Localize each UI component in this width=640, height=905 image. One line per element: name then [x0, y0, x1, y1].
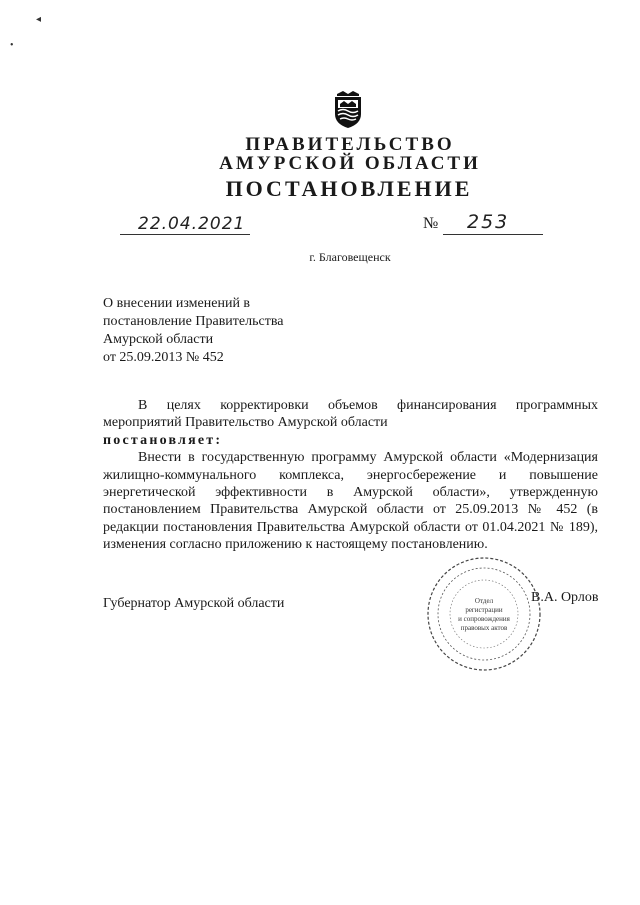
handwritten-number: 253 — [467, 211, 510, 233]
resolves-word: постановляет: — [103, 432, 223, 448]
scan-artifact-mark: • — [10, 40, 14, 51]
stamp-text: Отдел — [474, 597, 494, 605]
main-paragraph: Внести в государственную программу Амурской области «Модернизация жилищно-коммунального комплекса, энергосбережение и повышение энергетической эффективности в Амурской области», утвержденную постановлением Правительства Амурской области от 25.09.2013 № 452 (в редакции постановления Правительства Амурской области от 01.04.2021 № 189), изменения согласно приложению к настоящему постановлению. — [103, 450, 598, 553]
number-sign: № — [423, 215, 439, 232]
stamp-text: правовых актов — [460, 624, 508, 632]
preamble-paragraph: В целях корректировки объемов финансирования программных мероприятий Правительство Амурской области — [103, 398, 598, 431]
stamp-text: регистрации — [465, 606, 503, 614]
scan-artifact-mark: ◂ — [36, 14, 42, 25]
subject-line: О внесении изменений в — [103, 296, 251, 311]
handwritten-date: 22.04.2021 — [138, 214, 246, 234]
subject-block — [103, 295, 283, 367]
signer-name: В.А. Орлов — [531, 590, 599, 605]
document-type-title: ПОСТАНОВЛЕНИЕ — [225, 176, 473, 201]
coat-of-arms-emblem — [329, 86, 367, 130]
number-underline — [443, 234, 543, 235]
stamp-text: и сопровождения — [458, 615, 510, 623]
government-title-line1: ПРАВИТЕЛЬСТВО — [245, 134, 455, 155]
body-text — [103, 397, 598, 554]
subject-line: постановление Правительства — [103, 314, 284, 329]
government-title-line2: АМУРСКОЙ ОБЛАСТИ — [219, 153, 481, 174]
signer-title: Губернатор Амурской области — [103, 596, 285, 611]
date-underline — [120, 234, 250, 235]
subject-line: Амурской области — [103, 332, 214, 347]
subject-line: от 25.09.2013 № 452 — [103, 350, 224, 365]
city-label: г. Благовещенск — [309, 250, 391, 264]
registration-stamp — [425, 555, 543, 673]
